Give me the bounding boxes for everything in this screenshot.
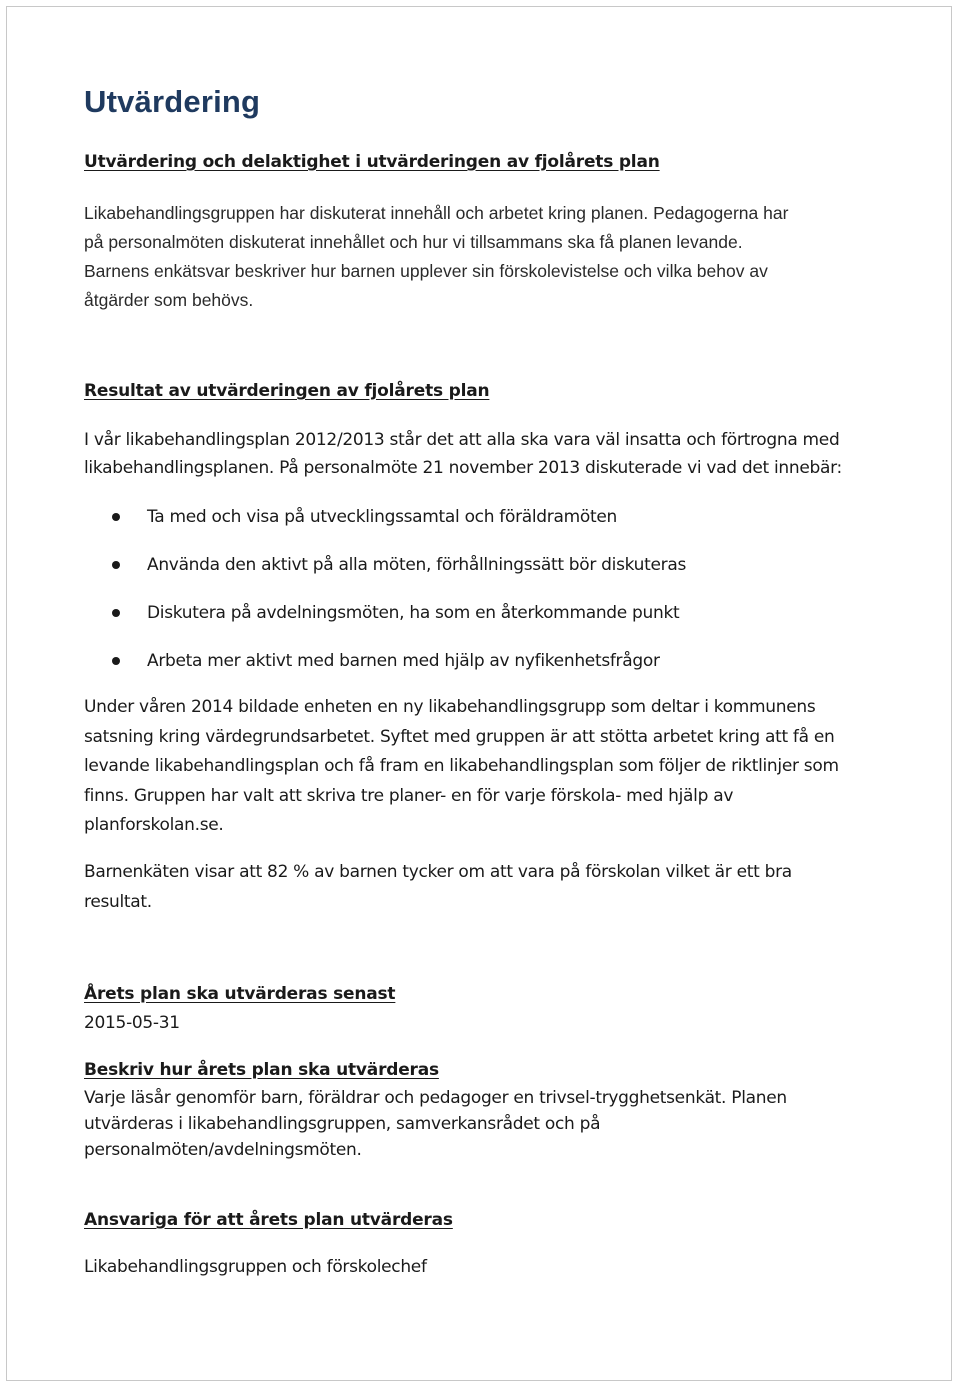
evaluation-paragraph — [84, 199, 884, 315]
paragraph-line: på personalmöten diskuterat innehållet och hur vi tillsammans ska få planen levande. — [84, 232, 743, 252]
heading-how-to-evaluate: Beskriv hur årets plan ska utvärderas — [84, 1060, 439, 1080]
paragraph-line: Varje läsår genomför barn, föräldrar och pedagoger en trivsel-trygghetsenkät. Planen — [84, 1088, 787, 1108]
page-title: Utvärdering — [84, 84, 261, 119]
bullet-icon — [112, 561, 120, 569]
responsible-value: Likabehandlingsgruppen och förskolechef — [84, 1257, 427, 1277]
responsible-paragraph — [84, 1255, 884, 1279]
bullet-icon — [112, 657, 120, 665]
bullet-text: Arbeta mer aktivt med barnen med hjälp av nyfikenhetsfrågor — [147, 651, 660, 671]
deadline-value: 2015-05-31 — [84, 1013, 180, 1033]
results-bullet-list — [84, 503, 686, 695]
bullet-text: Använda den aktivt på alla möten, förhållningssätt bör diskuteras — [147, 555, 687, 575]
bullet-item — [84, 551, 686, 599]
deadline-date — [84, 1011, 884, 1035]
heading-evaluation-participation: Utvärdering och delaktighet i utvärderingen av fjolårets plan — [84, 152, 660, 172]
bullet-item — [84, 503, 686, 551]
heading-results: Resultat av utvärderingen av fjolårets plan — [84, 381, 490, 401]
paragraph-line: Under våren 2014 bildade enheten en ny likabehandlingsgrupp som deltar i kommunens — [84, 697, 816, 717]
paragraph-line: satsning kring värdegrundsarbetet. Syftet med gruppen är att stötta arbetet kring att få en — [84, 726, 835, 747]
paragraph-line: resultat. — [84, 892, 152, 912]
results-intro-paragraph — [84, 426, 884, 482]
bullet-text: Ta med och visa på utvecklingssamtal och föräldramöten — [147, 507, 617, 527]
paragraph-line: Barnenkäten visar att 82 % av barnen tycker om att vara på förskolan vilket är ett bra — [84, 862, 792, 882]
bullet-icon — [112, 513, 120, 521]
paragraph-line: levande likabehandlingsplan och få fram en likabehandlingsplan som följer de riktlinjer som — [84, 756, 839, 777]
paragraph-line: planforskolan.se. — [84, 815, 224, 836]
bullet-item — [84, 647, 686, 695]
paragraph-line: åtgärder som behövs. — [84, 290, 254, 310]
heading-deadline: Årets plan ska utvärderas senast — [84, 984, 396, 1004]
bullet-icon — [112, 609, 120, 617]
paragraph-line: likabehandlingsplanen. På personalmöte 21 november 2013 diskuterade vi vad det innebär: — [84, 458, 842, 478]
survey-paragraph — [84, 857, 884, 917]
paragraph-line: I vår likabehandlingsplan 2012/2013 står det att alla ska vara väl insatta och förtrogna med — [84, 430, 840, 450]
how-paragraph — [84, 1085, 884, 1163]
spring-paragraph — [84, 693, 884, 841]
heading-responsible: Ansvariga för att årets plan utvärderas — [84, 1210, 453, 1230]
paragraph-line: Likabehandlingsgruppen har diskuterat innehåll och arbetet kring planen. Pedagogerna har — [84, 203, 789, 223]
paragraph-line: finns. Gruppen har valt att skriva tre planer- en för varje förskola- med hjälp av — [84, 785, 734, 806]
paragraph-line: utvärderas i likabehandlingsgruppen, samverkansrådet och på — [84, 1114, 601, 1134]
bullet-item — [84, 599, 686, 647]
bullet-text: Diskutera på avdelningsmöten, ha som en återkommande punkt — [147, 603, 680, 623]
paragraph-line: Barnens enkätsvar beskriver hur barnen upplever sin förskolevistelse och vilka behov av — [84, 261, 768, 281]
paragraph-line: personalmöten/avdelningsmöten. — [84, 1140, 362, 1160]
